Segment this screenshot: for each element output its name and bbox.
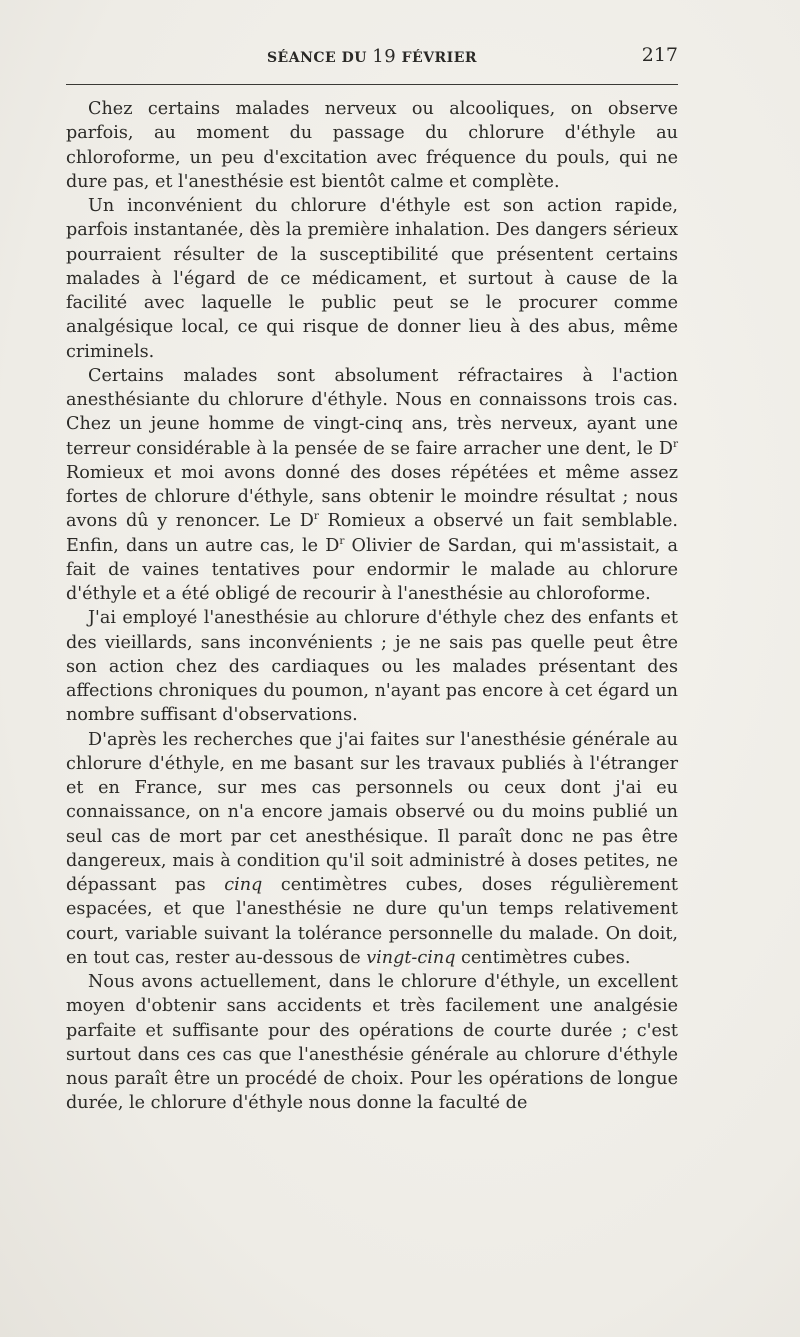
paragraph-5: D'après les recherches que j'ai faites sur l'anesthésie générale au chlorure d'éthyle, en me basant sur les travaux publiés à l'étranger et en France, sur mes cas personnels ou ceux dont j'ai eu connaissance, on n'a encore jamais observé ou du moins publié un seul cas de mort par cet anesthésique. Il paraît donc ne pas être dangereux, mais à condition qu'il soit administré à doses petites, ne dépassant pas cinq centimètres cubes, doses régulièrement espacées, et que l'anesthésie ne dure qu'un temps relativement court, variable suivant la tolérance personnelle du malade. On doit, en tout cas, rester au-dessous de vingt-cinq centimètres cubes. <box>66 729 679 968</box>
paragraph-6: Nous avons actuellement, dans le chlorure d'éthyle, un excellent moyen d'obtenir sans accidents et très facilement une analgésie parfaite et suffisante pour des opérations de courte durée ; c'est surtout dans ces cas que l'anesthésie générale au chlorure d'éthyle nous paraît être un procédé de choix. Pour les opérations de longue durée, le chlorure d'éthyle nous donne la faculté de <box>66 972 678 1114</box>
page-number: 217 <box>641 44 678 66</box>
paragraph-1: Chez certains malades nerveux ou alcooliques, on observe parfois, au moment du passage du chlorure d'éthyle au chloroforme, un peu d'excitation avec fréquence du pouls, qui ne dure pas, et l'anesthésie est bientôt calme et complète. <box>66 99 678 192</box>
paragraph-2: Un inconvénient du chlorure d'éthyle est son action rapide, parfois instantanée, dès la première inhalation. Des dangers sérieux pourraient résulter de la susceptibilité que présentent certains malades à l'égard de ce médicament, et surtout à cause de la facilité avec laquelle le public peut se le procurer comme analgésique local, ce qui risque de donner lieu à des abus, même criminels. <box>66 196 678 362</box>
running-head-day: 19 <box>372 46 397 67</box>
running-head-suffix: FÉVRIER <box>396 50 478 66</box>
page-header <box>66 44 678 70</box>
paragraph-4: J'ai employé l'anesthésie au chlorure d'éthyle chez des enfants et des vieillards, sans inconvénients ; je ne sais pas quelle peut être son action chez des cardiaques ou les malades présentant des affections chroniques du poumon, n'ayant pas encore à cet égard un nombre suffisant d'observations. <box>66 608 678 726</box>
paragraph-3: Certains malades sont absolument réfractaires à l'action anesthésiante du chlorure d'éthyle. Nous en connaissons trois cas. Chez un jeune homme de vingt-cinq ans, très nerveux, ayant une terreur considérable à la pensée de se faire arracher une dent, le $D^r$ Romieux et moi avons donné des doses répétées et même assez fortes de chlorure d'éthyle, sans obtenir le moindre résultat ; nous avons dû y renoncer. Le $D^r$ Romieux a observé un fait semblable. Enfin, dans un autre cas, le $D^r$ Olivier de Sardan, qui m'assistait, a fait de vaines tentatives pour endormir le malade au chlorure d'éthyle et a été obligé de recourir à l'anesthésie au chloroforme. <box>66 365 678 604</box>
running-head-prefix: SÉANCE DU <box>266 50 373 66</box>
body-text <box>66 97 678 1116</box>
running-head <box>66 46 678 67</box>
header-rule <box>66 84 678 85</box>
